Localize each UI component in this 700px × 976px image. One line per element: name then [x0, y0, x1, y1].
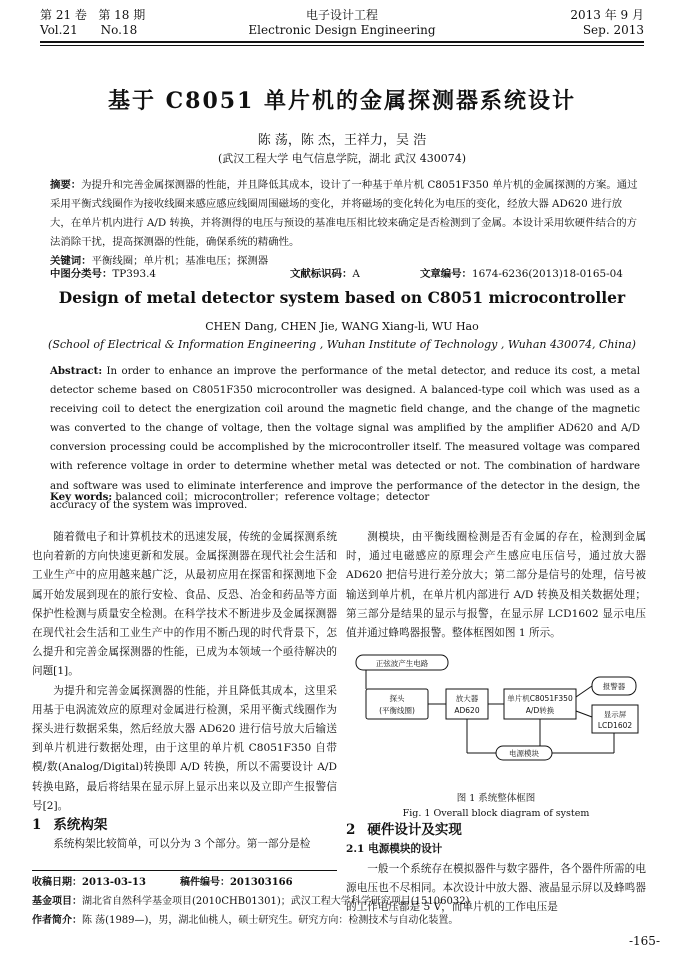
- oscillator-label: 正弦波产生电路: [375, 659, 429, 669]
- manuscript-number: 稿件编号：201303166: [179, 877, 293, 888]
- header-rule-thin: [40, 45, 644, 46]
- date-cn: 2013 年 9 月: [570, 8, 644, 22]
- system-architecture-paragraph: 测模块，由平衡线圈检测是否有金属的存在，检测到金属时，通过电磁感应的原理会产生感应电压信号，通过放大器 AD620 把信号进行差分放大；第二部分是信号的处理，信号被输送到单片机，在单片机内部进行 A/D 转换及相关数据处理；第三部分是结果的显示与报警，在显示屏 LCD1602 显示电压值并通过蜂鸣器报警。整体框图如图 1 所示。: [346, 531, 646, 640]
- volume-cn: 第 21 卷: [40, 8, 87, 22]
- footnotes: [32, 870, 652, 930]
- keywords-en-text: balanced coil；microcontroller；reference voltage；detector: [115, 492, 430, 503]
- keywords-en: [50, 488, 640, 503]
- keywords-cn-text: 平衡线圈；单片机；基准电压；探测器: [91, 255, 269, 267]
- section-2-heading: [346, 821, 646, 840]
- running-header: [40, 8, 644, 56]
- fund-text: 湖北省自然科学基金项目(2010CHB01301)；武汉工程大学科学研究项目(15106032): [82, 896, 470, 907]
- authors-en: CHEN Dang, CHEN Jie, WANG Xiang-li, WU Hao: [205, 320, 479, 333]
- section-1-paragraph: 系统构架比较简单，可以分为 3 个部分。第一部分是检: [53, 838, 311, 851]
- abstract-cn: [50, 176, 638, 271]
- section-1-heading: [32, 816, 337, 835]
- article-no-label: 文章编号：: [420, 268, 472, 280]
- section-2-1-heading: 2.1 电源模块的设计: [346, 843, 443, 856]
- amplifier-label: 放大器: [455, 694, 479, 704]
- section-2-1-paragraph: 一般一个系统存在模拟器件与数字器件，各个器件所需的电源电压也不尽相同。本次设计中放大器、液晶显示屏以及蜂鸣器的工作电压都是 5 V，而单片机的工作电压是: [346, 862, 646, 914]
- date-en: Sep. 2013: [582, 23, 644, 37]
- affiliation-cn: (武汉工程大学 电气信息学院，湖北 武汉 430074): [217, 152, 467, 165]
- mcu-sub-label: A/D转换: [525, 706, 555, 716]
- journal-name-en: Electronic Design Engineering: [248, 23, 436, 37]
- clc-value: TP393.4: [112, 268, 157, 280]
- mcu-label: 单片机C8051F350: [507, 694, 573, 704]
- section-1-title: 系统构架: [53, 817, 108, 834]
- section-2-number: 2: [346, 822, 356, 839]
- intro-paragraph-2: 为提升和完善金属探测器的性能，并且降低其成本，这里采用基于电涡流效应的原理对金属进行检测，采用平衡式线圈作为探头进行数据采集，然后经放大器 AD620 进行信号放大后输送到单片机进行数据处理，由于这里的单片机 C8051F350 自带模/数(Analog/Digital)转换即 A/D 转换，所以不需要设计 A/D 转换电路，最后将结果在显示屏上显示出来以及立即产生报警信号[2]。: [32, 684, 337, 812]
- doc-code-value: A: [352, 268, 360, 280]
- doc-code-label: 文献标识码：: [290, 268, 353, 280]
- volume-en: Vol.21: [40, 23, 78, 37]
- display-label: 显示屏: [603, 710, 627, 720]
- affiliation-en: (School of Electrical & Information Engineering , Wuhan Institute of Technology , Wuhan 430074, China): [48, 338, 636, 351]
- alarm-label: 报警器: [602, 682, 626, 692]
- issue-cn: 第 18 期: [98, 8, 146, 22]
- author-bio-line: [32, 911, 652, 930]
- header-date: [570, 8, 644, 38]
- power-label: 电源模块: [509, 749, 539, 759]
- footnote-rule: [32, 870, 337, 871]
- intro-paragraph-1: 随着微电子和计算机技术的迅速发展，传统的金属探测系统也向着新的方向快速更新和发展。金属探测器在现代社会生活和工业生产中的应用越来越广泛，从最初应用在探雷和探测地下金属开始发展到现在的旅行安检、食品、反恐、冶金和药品等方面保护性检测与质量安全检测。在科学技术不断进步及金属探测器在现代社会生活和工业生产中的作用不断凸现的时代背景下，怎么提升和完善金属探测器的性能，已成为本领域一个亟待解决的问题[1]。: [32, 531, 337, 678]
- header-journal: [40, 8, 644, 38]
- abstract-en-label: Abstract:: [50, 365, 103, 377]
- author-bio-label: 作者简介：: [32, 915, 82, 926]
- title-cn: 基于 C8051 单片机的金属探测器系统设计: [107, 88, 577, 114]
- article-no-value: 1674-6236(2013)18-0165-04: [471, 268, 623, 280]
- body-left-column: [32, 528, 337, 854]
- keywords-cn-label: 关键词：: [50, 255, 92, 267]
- clc-label: 中图分类号：: [50, 268, 113, 280]
- abstract-cn-text: 为提升和完善金属探测器的性能，并且降低其成本，设计了一种基于单片机 C8051F350 单片机的金属探测的方案。通过采用平衡式线圈作为接收线圈来感应感应线圈周围磁场的变化，并将磁场的变化转化为电压的变化，经放大器 AD620 进行放大，在单片机内进行 A/D 转换，并将测得的电压与预设的基准电压相比较来确定是否检测到了金属。本设计采用软硬件结合的方法消除干扰，提高探测器的性能，确保系统的精确性。: [50, 179, 638, 248]
- keywords-en-label: Key words:: [50, 491, 113, 503]
- amplifier-model: AD620: [454, 706, 480, 716]
- fund-line: [32, 892, 652, 911]
- body-right-column: [346, 528, 646, 917]
- section-1-number: 1: [32, 817, 42, 834]
- fund-label: 基金项目：: [32, 896, 82, 907]
- title-en: Design of metal detector system based on C8051 microcontroller: [58, 288, 626, 307]
- received-date: 收稿日期：2013-03-13: [32, 877, 146, 888]
- abstract-en-text: In order to enhance an improve the performance of the metal detector, and reduce its cost, a metal detector scheme based on C8051F350 microcontroller was designed. A balanced-type coil which was used as a receiving coil to detect the energization coil around the magnetic field change, and the change of the magnetic was converted to the change of voltage, then the voltage signal was amplified by the amplifier AD620 and A/D conversion processing could be accomplished by the microcontroller itself. The measured voltage was compared with reference voltage in order to determine whether metal was detected or not. The combination of hardware and software was used to eliminate interference and improve the performance of the detector in the design, the accuracy of the system was improved.: [50, 366, 640, 511]
- abstract-cn-label: 摘要：: [50, 179, 82, 191]
- probe-sub-label: (平衡线圈): [379, 706, 415, 716]
- classification-line: [50, 266, 638, 282]
- authors-cn: 陈 荡，陈 杰，王祥力，吴 浩: [257, 133, 427, 148]
- journal-name-cn: 电子设计工程: [305, 8, 378, 22]
- display-model: LCD1602: [597, 721, 633, 731]
- figure-1-caption-en: Fig. 1 Overall block diagram of system: [402, 808, 590, 820]
- figure-1-caption-cn: 图 1 系统整体框图: [456, 793, 536, 805]
- received-line: [32, 873, 652, 892]
- issue-en: No.18: [100, 23, 138, 37]
- figure-1-block-diagram: [346, 645, 646, 791]
- author-bio-text: 陈 荡(1989—)，男，湖北仙桃人，硕士研究生。研究方向：检测技术与自动化装置。: [82, 915, 459, 926]
- probe-label: 探头: [389, 694, 405, 704]
- section-2-title: 硬件设计及实现: [367, 822, 462, 839]
- page-number: -165-: [628, 934, 660, 948]
- header-rule: [40, 41, 644, 43]
